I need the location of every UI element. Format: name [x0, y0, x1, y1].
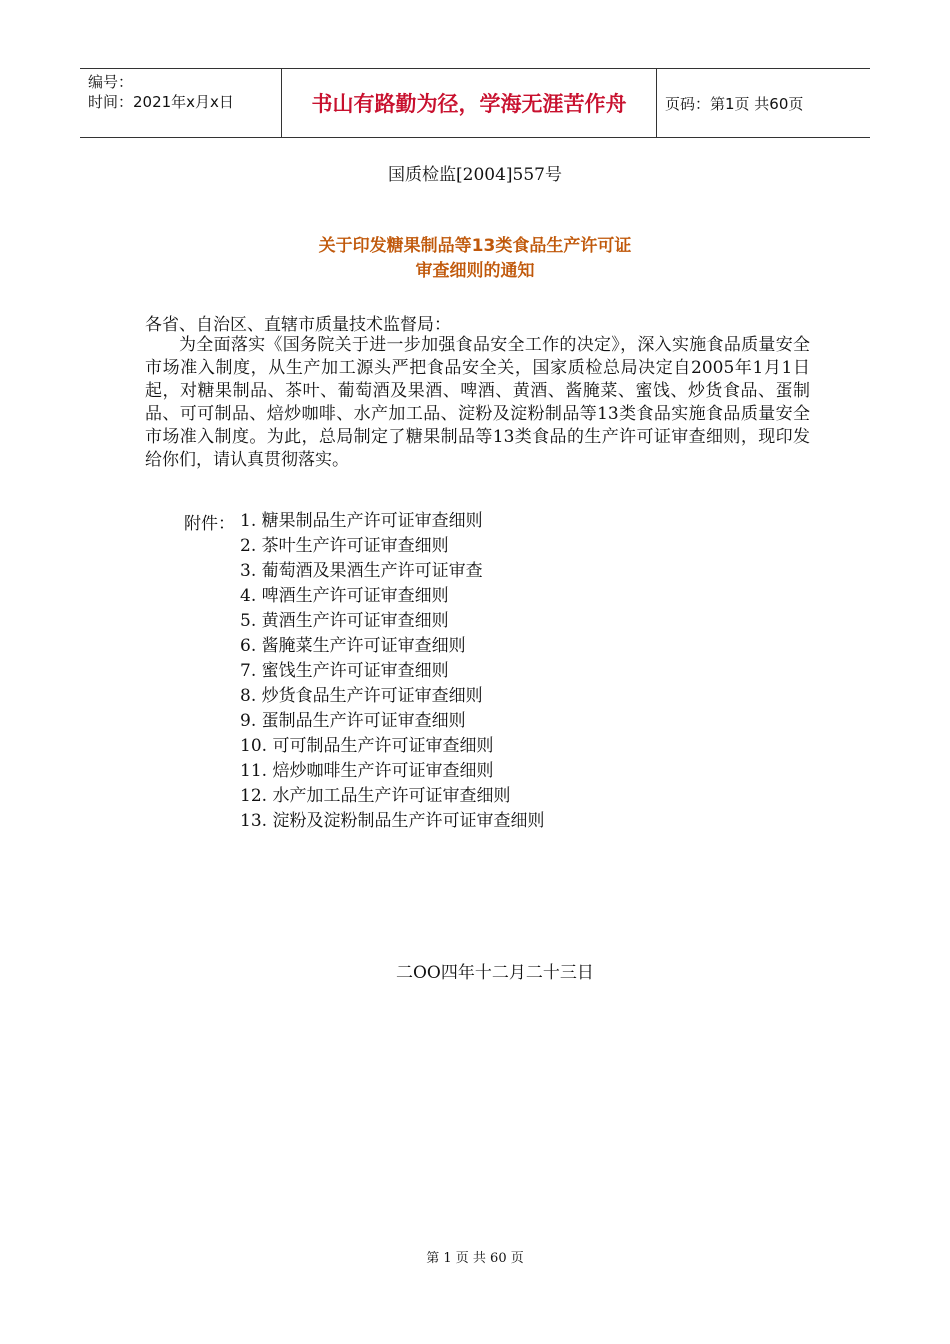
attachment-list: [240, 509, 544, 834]
attachment-item: 2. 茶叶生产许可证审查细则: [240, 536, 449, 556]
time-label: 时间：2021年x月x日: [88, 93, 234, 111]
attachment-item: 10. 可可制品生产许可证审查细则: [240, 736, 494, 756]
attachment-item: 6. 酱腌菜生产许可证审查细则: [240, 636, 466, 656]
attachment-item: 5. 黄酒生产许可证审查细则: [240, 611, 449, 631]
page-header: [80, 68, 870, 138]
page-footer: 第 1 页 共 60 页: [426, 1251, 524, 1266]
attachment-item: 3. 葡萄酒及果酒生产许可证审查: [240, 561, 483, 581]
title-line-2: 审查细则的通知: [415, 261, 535, 281]
attachment-item: 12. 水产加工品生产许可证审查细则: [240, 786, 511, 806]
attachment-item: 1. 糖果制品生产许可证审查细则: [240, 511, 483, 531]
header-meta: [80, 69, 282, 137]
attachment-label: 附件：: [184, 514, 235, 534]
document-title: [0, 234, 950, 284]
document-number: 国质检监[2004]557号: [388, 165, 562, 185]
attachment-item: 13. 淀粉及淀粉制品生产许可证审查细则: [240, 811, 545, 831]
salutation: 各省、自治区、直辖市质量技术监督局：: [145, 315, 451, 335]
header-page-info: 页码：第1页 共60页: [665, 94, 804, 113]
issue-date: 二OO四年十二月二十三日: [396, 963, 594, 983]
body-paragraph: 为全面落实《国务院关于进一步加强食品安全工作的决定》，深入实施食品质量安全市场准入制度，从生产加工源头严把食品安全关，国家质检总局决定自2005年1月1日起，对糖果制品、茶叶、葡萄酒及果酒、啤酒、黄酒、酱腌菜、蜜饯、炒货食品、蛋制品、可可制品、焙炒咖啡、水产加工品、淀粉及淀粉制品等13类食品实施食品质量安全市场准入制度。为此，总局制定了糖果制品等13类食品的生产许可证审查细则，现印发给你们，请认真贯彻落实。: [145, 335, 810, 470]
attachment-item: 4. 啤酒生产许可证审查细则: [240, 586, 449, 606]
header-motto: 书山有路勤为径，学海无涯苦作舟: [282, 69, 657, 137]
number-label: 编号：: [88, 73, 134, 91]
title-line-1: 关于印发糖果制品等13类食品生产许可证: [318, 236, 632, 256]
attachment-item: 7. 蜜饯生产许可证审查细则: [240, 661, 449, 681]
attachment-item: 11. 焙炒咖啡生产许可证审查细则: [240, 761, 494, 781]
attachment-item: 9. 蛋制品生产许可证审查细则: [240, 711, 466, 731]
attachment-item: 8. 炒货食品生产许可证审查细则: [240, 686, 483, 706]
